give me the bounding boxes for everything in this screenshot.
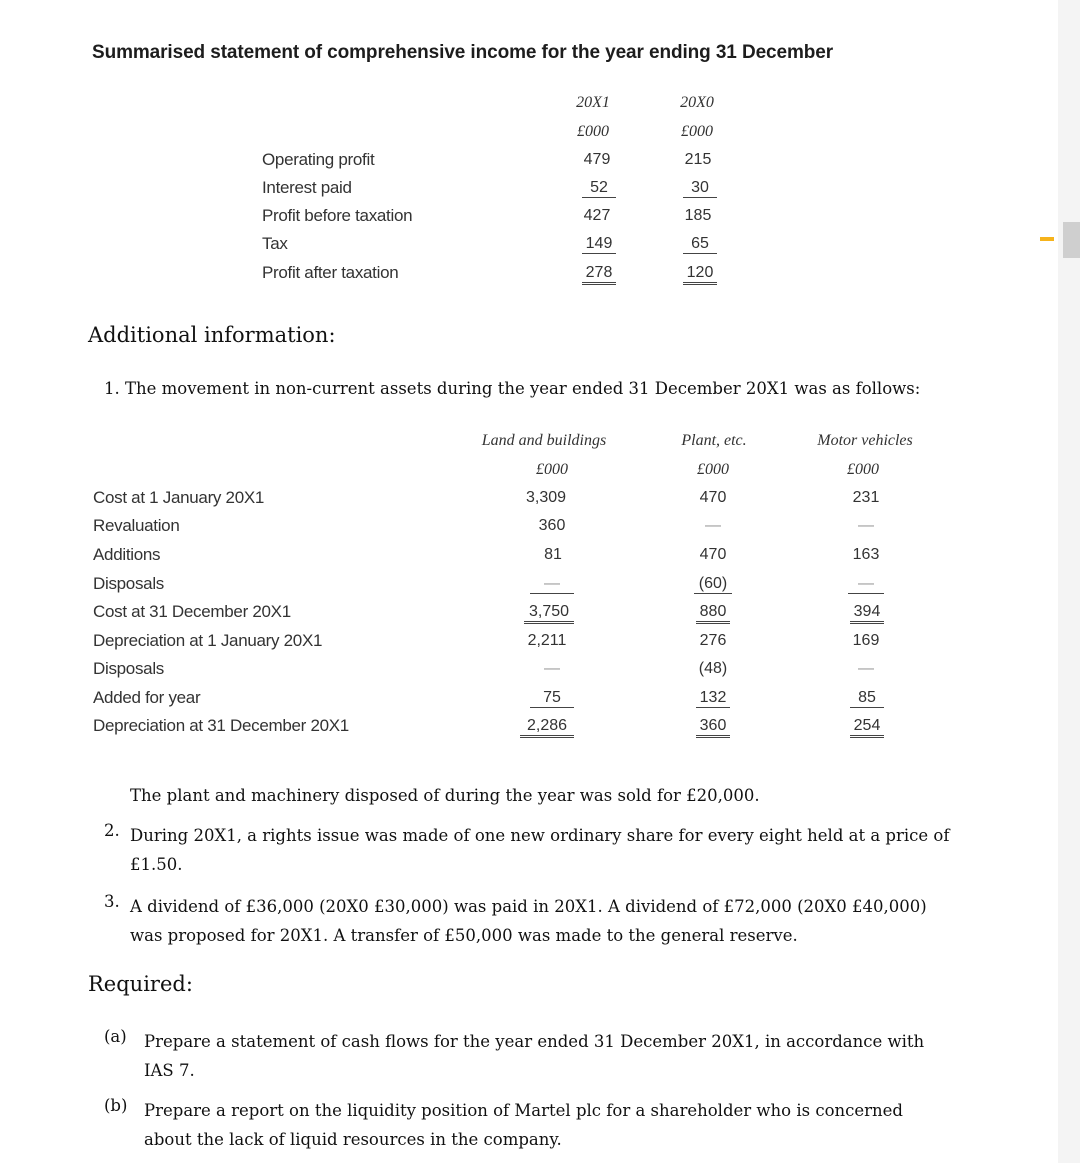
scrollbar-track[interactable] (1058, 0, 1080, 1163)
asset-value: 360 (538, 517, 566, 534)
income-value: 52 (582, 179, 616, 198)
requirement-a-label: (a) (104, 1027, 127, 1046)
asset-value: (60) (694, 575, 732, 594)
asset-value: 880 (696, 603, 730, 624)
asset-unit-plant: £000 (697, 461, 729, 478)
page-title: Summarised statement of comprehensive income for the year ending 31 December (92, 42, 834, 63)
income-value: 30 (683, 179, 717, 198)
asset-value: 85 (850, 689, 884, 708)
asset-value: 75 (530, 689, 574, 708)
income-value: 278 (582, 264, 616, 285)
income-label-profit-before-tax: Profit before taxation (262, 206, 413, 225)
asset-value: 2,286 (520, 717, 574, 738)
income-col-header-20x0: 20X0 (680, 94, 714, 111)
item-3-number: 3. (104, 892, 120, 911)
asset-value: 81 (536, 546, 570, 565)
asset-label-revaluation: Revaluation (93, 516, 180, 535)
asset-value: — (705, 517, 721, 534)
requirement-b-label: (b) (104, 1096, 128, 1115)
income-value: 185 (684, 207, 712, 224)
requirement-a-text: Prepare a statement of cash flows for the year ended 31 December 20X1, in accordance with IAS 7. (144, 1032, 925, 1080)
asset-value: 169 (852, 632, 880, 649)
asset-value: 231 (852, 489, 880, 506)
asset-value: 360 (696, 717, 730, 738)
income-label-tax: Tax (262, 234, 288, 253)
asset-value: 470 (699, 489, 727, 506)
asset-value: 163 (852, 546, 880, 563)
income-value: 120 (683, 264, 717, 285)
asset-value: 394 (850, 603, 884, 624)
asset-label-dep-1-jan: Depreciation at 1 January 20X1 (93, 631, 323, 650)
asset-value: 276 (699, 632, 727, 649)
item-3-text: A dividend of £36,000 (20X0 £30,000) was paid in 20X1. A dividend of £72,000 (20X0 £40,000) was proposed for 20X1. A transfer of £50,000 was made to the general reserve. (130, 897, 927, 945)
asset-value: — (544, 660, 560, 677)
item-1-text: 1. The movement in non-current assets during the year ended 31 December 20X1 was as follows: (104, 379, 921, 398)
income-label-profit-after-tax: Profit after taxation (262, 263, 399, 282)
asset-label-disposals: Disposals (93, 574, 164, 593)
asset-label-cost-1-jan: Cost at 1 January 20X1 (93, 488, 265, 507)
income-unit-20x1: £000 (577, 123, 609, 140)
income-value: 427 (583, 207, 611, 224)
income-label-operating-profit: Operating profit (262, 150, 375, 169)
item-2-text: During 20X1, a rights issue was made of one new ordinary share for every eight held at a price of £1.50. (130, 826, 950, 874)
asset-label-additions: Additions (93, 545, 161, 564)
asset-col-header-land: Land and buildings (481, 432, 607, 449)
asset-value: — (858, 517, 874, 534)
asset-unit-land: £000 (536, 461, 568, 478)
additional-info-heading: Additional information: (88, 323, 336, 347)
asset-label-added-for-year: Added for year (93, 688, 201, 707)
asset-value: 2,211 (527, 632, 567, 649)
income-label-interest-paid: Interest paid (262, 178, 352, 197)
asset-label-dep-31-dec: Depreciation at 31 December 20X1 (93, 716, 349, 735)
asset-label-cost-31-dec: Cost at 31 December 20X1 (93, 602, 291, 621)
asset-value: 3,750 (524, 603, 574, 624)
asset-col-header-motor: Motor vehicles (817, 432, 913, 449)
asset-value: — (858, 660, 874, 677)
asset-value: (48) (698, 660, 728, 677)
required-heading: Required: (88, 972, 193, 996)
income-unit-20x0: £000 (681, 123, 713, 140)
income-value: 479 (583, 151, 611, 168)
asset-unit-motor: £000 (847, 461, 879, 478)
position-marker (1040, 237, 1054, 241)
asset-value: 3,309 (525, 489, 567, 506)
asset-label-dep-disposals: Disposals (93, 659, 164, 678)
income-value: 215 (684, 151, 712, 168)
asset-value: 254 (850, 717, 884, 738)
requirement-b-text: Prepare a report on the liquidity position of Martel plc for a shareholder who is concerned about the lack of liquid resources in the company. (144, 1101, 903, 1149)
income-col-header-20x1: 20X1 (576, 94, 610, 111)
asset-value: 470 (699, 546, 727, 563)
asset-value: — (848, 575, 884, 594)
income-value: 149 (582, 235, 616, 254)
scrollbar-thumb[interactable] (1063, 222, 1080, 258)
income-value: 65 (683, 235, 717, 254)
asset-value: — (530, 575, 574, 594)
asset-value: 132 (696, 689, 730, 708)
item-2-number: 2. (104, 821, 120, 840)
asset-col-header-plant: Plant, etc. (681, 432, 747, 449)
plant-disposal-note: The plant and machinery disposed of during the year was sold for £20,000. (130, 786, 760, 805)
